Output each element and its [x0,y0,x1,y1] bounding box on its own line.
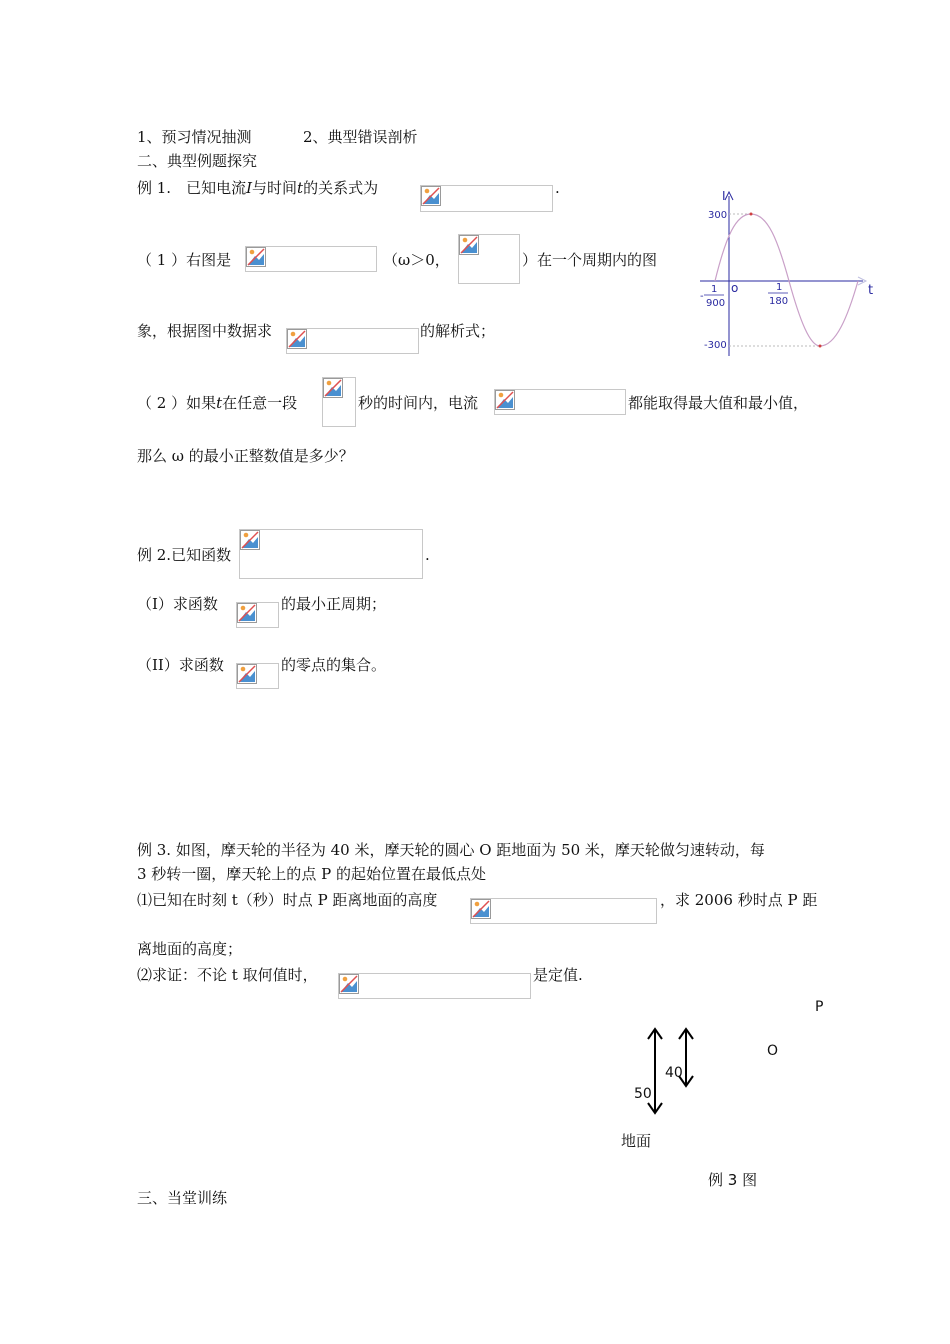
ex1-part2-d: 都能取得最大值和最小值， [628,394,809,412]
sine-curve [715,214,858,346]
figure-3-caption: 例 3 图 [708,1171,758,1189]
formula-image-phi-condition [458,234,520,284]
ex1-part2-a [137,393,297,413]
min-point [819,345,822,348]
broken-image-icon [339,974,359,994]
sine-graph [698,186,888,361]
broken-image-icon [246,247,266,267]
ex3-line1: 例 3. 如图，摩天轮的半径为 40 米，摩天轮的圆心 O 距地面为 50 米，摩天轮做匀速转动，每 [137,841,765,859]
ex1-part1-c: ）在一个周期内的图 [522,251,658,269]
broken-image-icon [459,235,479,255]
var-I: I [246,179,253,197]
ex2-period: . [425,546,430,564]
ex2-q1-a: （Ⅰ）求函数 [137,595,218,613]
point-P-label: P [815,999,824,1015]
ex3-q1-a: ⑴已知在时刻 t（秒）时点 P 距离地面的高度 [137,891,438,909]
y-axis-label: I [722,189,726,203]
ex1-period: . [555,179,560,197]
ex2-q1-b: 的最小正周期； [281,595,387,613]
x1-numerator: 1 [711,284,718,295]
formula-image-fraction [322,377,356,427]
ex1-part1-a: （ 1 ）右图是 [137,251,232,269]
ex3-line2: 3 秒转一圈，摩天轮上的点 P 的起始位置在最低点处 [137,865,486,883]
formula-image-fx [236,663,279,689]
broken-image-icon [471,899,491,919]
x1-denominator: 900 [706,298,726,309]
y-max-label: 300 [708,210,728,221]
ex3-q2-b: 是定值. [533,966,583,984]
formula-image-graph-func [245,246,377,272]
ex3-q1-b: ，求 2006 秒时点 P 距 [660,891,818,909]
broken-image-icon [495,390,515,410]
section-2-title: 二、典型例题探究 [137,152,258,170]
y-min-label: -300 [704,340,727,351]
broken-image-icon [287,329,307,349]
broken-image-icon [323,378,343,398]
formula-image-function [239,529,423,579]
formula-image-current [494,389,626,415]
ground-label: 地面 [621,1132,652,1150]
ex1-text-a: 例 1. 已知电流 [137,179,247,197]
radius-40-label: 40 [665,1065,683,1081]
ex1-part1-b: （ω＞0， [383,251,450,269]
formula-image-sum [338,973,531,999]
formula-image-I [286,328,419,354]
ex1-part1-d: 象，根据图中数据求 [137,322,273,340]
broken-image-icon [237,664,257,684]
preview-test-heading: 1、预习情况抽测 [137,128,252,146]
ex1-part1-e: 的解析式； [420,322,496,340]
ex1-part2-c: 秒的时间内，电流 [358,394,479,412]
x2-denominator: 180 [769,296,789,307]
ex2-q2-b: 的零点的集合。 [281,656,387,674]
ex1-part2-text-b: 在任意一段 [222,394,298,412]
ex1-part2-e: 那么 ω 的最小正整数值是多少？ [137,447,354,465]
broken-image-icon [240,530,260,550]
ex1-part2-text-a: （ 2 ）如果 [137,394,217,412]
ex2-q2-a: （II）求函数 [137,656,224,674]
typical-errors-heading: 2、典型错误剖析 [303,128,418,146]
ex2-intro: 例 2.已知函数 [137,546,232,564]
broken-image-icon [421,186,441,206]
ex1-text-c: 的关系式为 [303,179,379,197]
section-3-title: 三、当堂训练 [137,1189,228,1207]
broken-image-icon [237,603,257,623]
center-O-label: O [767,1043,779,1059]
ex3-q2-a: ⑵求证：不论 t 取何值时， [137,966,318,984]
x2-numerator: 1 [776,282,783,293]
var-t: t [216,394,223,412]
origin-label: o [731,281,739,295]
x1-minus-sign: - [700,291,704,302]
formula-image-fx [236,602,279,628]
formula-image-height [470,898,657,924]
formula-image-current-relation [420,185,553,212]
x-axis-label: t [868,283,874,298]
ex3-q1-c: 离地面的高度； [137,940,243,958]
ex1-intro [137,178,378,198]
max-point [750,213,753,216]
ex1-text-b: 与时间 [252,179,298,197]
height-50-label: 50 [634,1086,652,1102]
var-t: t [297,179,304,197]
